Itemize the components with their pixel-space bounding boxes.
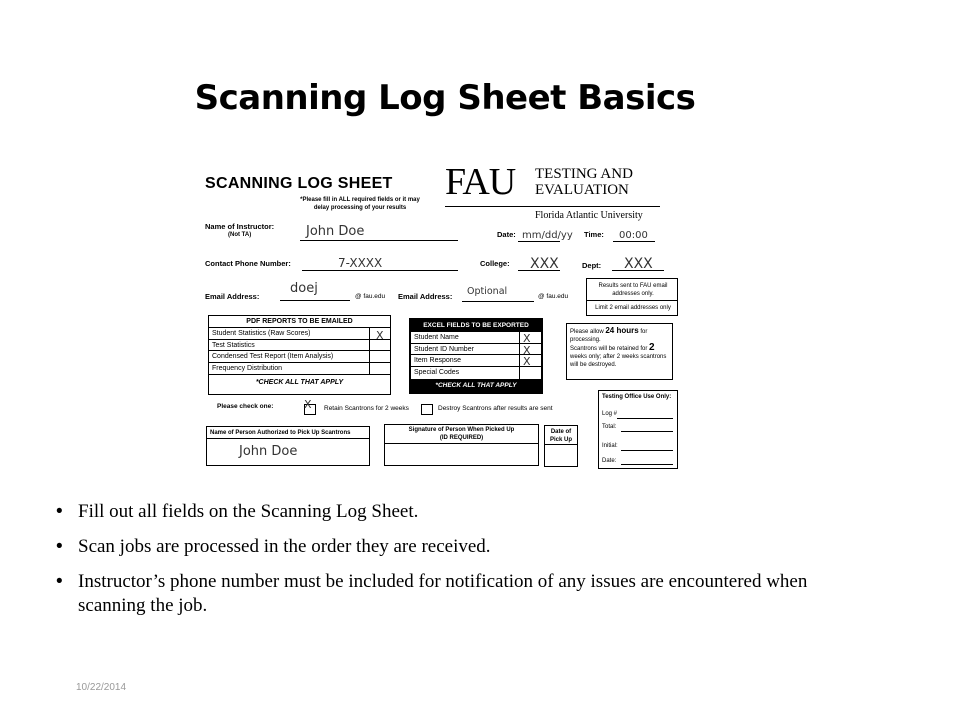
check-one-label: Please check one: bbox=[217, 403, 274, 410]
time-field-line[interactable] bbox=[613, 241, 655, 242]
form-heading: SCANNING LOG SHEET bbox=[205, 175, 393, 192]
excel-row: Special Codes bbox=[411, 367, 541, 380]
phone-field-line[interactable] bbox=[302, 270, 458, 271]
processing-note-line2: for processing. bbox=[570, 329, 648, 343]
office-log-label: Log # bbox=[602, 411, 618, 417]
pickup-name-value: John Doe bbox=[239, 444, 298, 459]
processing-note-line1: Please allow bbox=[570, 329, 604, 335]
destroy-checkbox[interactable] bbox=[421, 404, 433, 415]
logo-rule bbox=[445, 206, 660, 207]
college-label: College: bbox=[480, 259, 510, 268]
phone-field-value: 7-XXXX bbox=[338, 256, 383, 270]
excel-row: Student Name bbox=[411, 332, 541, 344]
bullet-item: • Scan jobs are processed in the order they are received. bbox=[56, 535, 876, 559]
pdf-reports-footer: *CHECK ALL THAT APPLY bbox=[255, 379, 344, 386]
pdf-row: Condensed Test Report (Item Analysis) bbox=[209, 351, 390, 363]
pickup-name-divider bbox=[207, 438, 369, 439]
fau-logo-university: Florida Atlantic University bbox=[535, 210, 643, 221]
excel-check-mark: X bbox=[523, 355, 531, 368]
email1-label: Email Address: bbox=[205, 292, 260, 301]
retain-label: Retain Scantrons for 2 weeks bbox=[324, 405, 409, 412]
college-field-value: XXX bbox=[530, 256, 559, 272]
bullet-list bbox=[56, 500, 876, 629]
pickup-date-box[interactable] bbox=[544, 425, 578, 467]
form-required-note: *Please fill in ALL required fields or it may delay processing of your results bbox=[300, 197, 420, 211]
office-initial-label: Initial: bbox=[602, 443, 618, 449]
dept-field-value: XXX bbox=[624, 256, 653, 272]
testing-office-header: Testing Office Use Only: bbox=[602, 394, 672, 400]
date-field-line[interactable] bbox=[518, 241, 560, 242]
time-label: Time: bbox=[584, 230, 604, 239]
office-date-label: Date: bbox=[602, 458, 617, 464]
pdf-check-column[interactable] bbox=[369, 328, 370, 375]
pickup-name-label: Name of Person Authorized to Pick Up Scantrons bbox=[210, 430, 351, 436]
instructor-field-value: John Doe bbox=[306, 224, 365, 239]
processing-note-line3: Scantrons will be retained for bbox=[570, 346, 648, 352]
excel-fields-header: EXCEL FIELDS TO BE EXPORTED bbox=[411, 320, 541, 332]
excel-fields-footer: *CHECK ALL THAT APPLY bbox=[411, 380, 541, 392]
testing-office-box bbox=[598, 390, 678, 469]
phone-label: Contact Phone Number: bbox=[205, 259, 291, 268]
not-ta-label: (Not TA) bbox=[228, 232, 252, 238]
results-note-line2: Limit 2 email addresses only bbox=[595, 305, 671, 311]
signature-label: Signature of Person When Picked Up bbox=[408, 427, 515, 433]
excel-row: Item Response bbox=[411, 355, 541, 367]
email2-field-line[interactable] bbox=[462, 301, 534, 302]
pickup-date-label: Date of Pick Up bbox=[549, 429, 572, 443]
retention-weeks: 2 bbox=[649, 342, 655, 353]
pdf-row: Test Statistics bbox=[209, 340, 390, 351]
office-log-line bbox=[617, 418, 673, 419]
slide-title: Scanning Log Sheet Basics bbox=[194, 78, 696, 118]
signature-box[interactable] bbox=[384, 424, 539, 466]
fau-logo-mark: FAU bbox=[445, 161, 516, 203]
pickup-date-divider bbox=[545, 444, 577, 445]
pdf-check-mark: X bbox=[376, 329, 384, 342]
destroy-label: Destroy Scantrons after results are sent bbox=[438, 405, 553, 412]
results-note-divider bbox=[587, 300, 677, 301]
office-initial-line bbox=[621, 450, 673, 451]
email2-field-value: Optional bbox=[467, 286, 508, 297]
excel-check-mark: X bbox=[523, 332, 531, 345]
fau-logo bbox=[445, 162, 675, 224]
results-note-line1: Results sent to FAU email addresses only. bbox=[598, 283, 668, 297]
pdf-reports-table bbox=[208, 315, 391, 395]
bullet-item: • Fill out all fields on the Scanning Log Sheet. bbox=[56, 500, 876, 524]
signature-id-required: (ID REQUIRED) bbox=[439, 435, 484, 441]
instructor-label: Name of Instructor: bbox=[205, 222, 275, 231]
email2-domain: @ fau.edu bbox=[538, 293, 569, 300]
date-label: Date: bbox=[497, 230, 516, 239]
excel-row: Student ID Number bbox=[411, 344, 541, 355]
office-date-line bbox=[621, 464, 673, 465]
fau-logo-line2: EVALUATION bbox=[535, 182, 629, 198]
retain-check-mark: X bbox=[304, 398, 312, 411]
processing-time-note bbox=[566, 323, 673, 380]
excel-fields-table bbox=[409, 318, 543, 394]
time-field-value: 00:00 bbox=[619, 230, 648, 241]
bullet-item: • Instructor’s phone number must be included for notification of any issues are encountered when scanning the job. bbox=[56, 570, 876, 618]
office-total-label: Total: bbox=[602, 424, 617, 430]
email2-label: Email Address: bbox=[398, 292, 453, 301]
email1-field-line[interactable] bbox=[280, 300, 350, 301]
date-field-value: mm/dd/yy bbox=[522, 230, 573, 241]
processing-hours: 24 hours bbox=[605, 326, 639, 335]
footer-date: 10/22/2014 bbox=[76, 682, 127, 693]
excel-check-mark: X bbox=[523, 344, 531, 357]
pdf-row: Frequency Distribution bbox=[209, 363, 390, 375]
results-note-box bbox=[586, 278, 678, 316]
signature-divider bbox=[385, 443, 538, 444]
email1-field-value: doej bbox=[290, 281, 318, 296]
scanning-log-sheet-form bbox=[200, 160, 685, 478]
email1-domain: @ fau.edu bbox=[355, 293, 386, 300]
instructor-field-line[interactable] bbox=[300, 240, 458, 241]
excel-check-column[interactable] bbox=[519, 332, 520, 380]
pickup-name-box[interactable] bbox=[206, 426, 370, 466]
processing-note-line4: weeks only; after 2 weeks scantrons will be destroyed. bbox=[570, 354, 667, 368]
office-total-line bbox=[621, 431, 673, 432]
dept-label: Dept: bbox=[582, 261, 602, 270]
pdf-row: Student Statistics (Raw Scores) bbox=[209, 328, 390, 340]
pdf-reports-header: PDF REPORTS TO BE EMAILED bbox=[209, 316, 390, 328]
fau-logo-line1: TESTING AND bbox=[535, 166, 633, 182]
